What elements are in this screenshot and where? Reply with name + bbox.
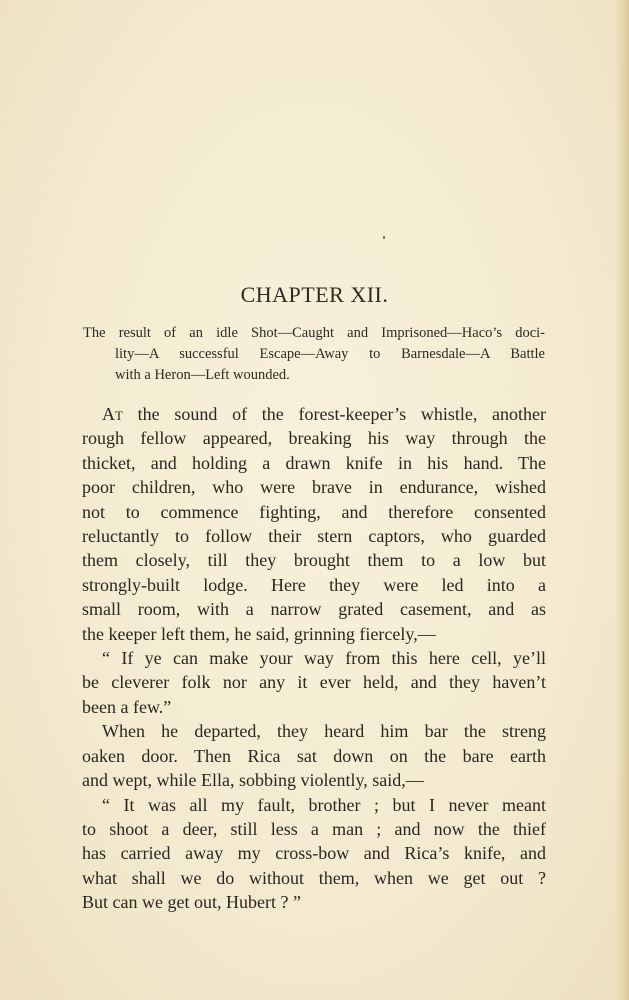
body-line: not to commence fighting, and therefore consented [82,501,546,522]
body-line: and wept, while Ella, sobbing violently, said,— [82,770,424,791]
summary-line: lity—A successful Escape—Away to Barnesdale—A Battle [115,346,545,362]
drop-word: At [102,404,123,424]
body-line: “ If ye can make your way from this here cell, ye’ll [102,648,546,669]
body-line: When he departed, they heard him bar the streng [102,721,546,742]
chapter-title: CHAPTER XII. [240,282,389,307]
body-line: the keeper left them, he said, grinning fiercely,— [82,623,436,644]
body-line: them closely, till they brought them to a low but [82,550,546,571]
body-line: strongly-built lodge. Here they were led into a [82,574,546,595]
body-line: small room, with a narrow grated casement, and as [82,599,546,620]
body-line-text: the sound of the forest-keeper’s whistle, another [122,404,546,424]
body-line: be cleverer folk nor any it ever held, and they haven’t [82,672,546,693]
body-line: what shall we do without them, when we get out ? [82,867,546,888]
body-line: to shoot a deer, still less a man ; and now the thief [82,818,546,839]
body-line: poor children, who were brave in endurance, wished [82,477,546,498]
page-edge-shading [615,0,629,1000]
body-line: oaken door. Then Rica sat down on the bare earth [82,745,546,766]
summary-line: The result of an idle Shot—Caught and Imprisoned—Haco’s doci- [83,325,545,341]
body-line: reluctantly to follow their stern captors, who guarded [82,526,546,547]
chapter-summary [83,323,545,386]
body-line: rough fellow appeared, breaking his way through the [82,428,546,449]
ink-speck [383,236,385,239]
summary-line: with a Heron—Left wounded. [115,367,290,383]
body-line-first [82,402,546,426]
body-line: has carried away my cross-bow and Rica’s knife, and [82,843,546,864]
body-line: But can we get out, Hubert ? ” [82,892,301,913]
body-line: been a few.” [82,696,172,717]
body-line: “ It was all my fault, brother ; but I never meant [102,794,546,815]
chapter-body [82,402,546,915]
body-line: thicket, and holding a drawn knife in his hand. The [82,452,546,473]
